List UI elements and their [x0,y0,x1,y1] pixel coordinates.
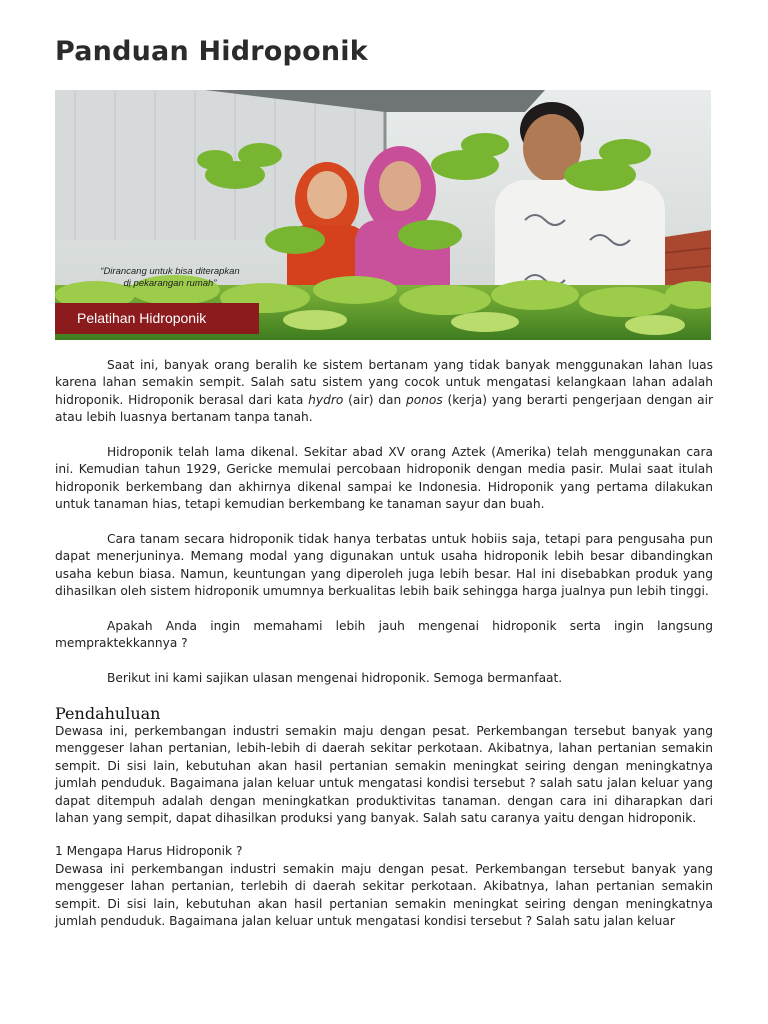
intro-paragraph-3: Cara tanam secara hidroponik tidak hanya terbatas untuk hobiis saja, tetapi para pengusaha pun dapat menerjuninya. Memang modal yang digunakan untuk usaha hidroponik lebih besar dibandingkan usaha kebun biasa. Namun, keuntungan yang diperoleh juga lebih besar. Hal ini disebabkan produk yang dihasilkan oleh sistem hidroponik umumnya berkualitas lebih baik sehingga harga jualnya pun lebih tinggi. [55,532,713,599]
section-paragraph-1: Dewasa ini, perkembangan industri semakin maju dengan pesat. Perkembangan tersebut banyak yang menggeser lahan pertanian, lebih-lebih di daerah sekitar perkotaan. Akibatnya, lahan pertanian semakin sempit. Di sisi lain, kebutuhan akan hasil pertanian semakin meningkat seiring dengan meningkatnya jumlah penduduk. Bagaimana jalan keluar untuk mengatasi kondisi tersebut ? salah satu jalan keluar yang dapat ditempuh adalah dengan meningkatkan produktivitas tanaman. dengan cara ini diharapkan dari lahan yang sempit, dapat dihasilkan produksi yang banyak. Salah satu caranya yaitu dengan hidroponik. [55,724,713,826]
page-title: Panduan Hidroponik [55,36,368,67]
hydroponics-photo [55,90,711,340]
term-ponos: ponos [406,392,443,407]
photo-quote [65,266,275,290]
section-paragraph-2: Dewasa ini perkembangan industri semakin maju dengan pesat. Perkembangan tersebut banyak yang menggeser lahan pertanian, terlebih di daerah sekitar perkotaan. Akibatnya, lahan pertanian semakin sempit. Di sisi lain, kebutuhan akan hasil pertanian semakin meningkat seiring dengan meningkatnya jumlah penduduk. Bagaimana jalan keluar untuk mengatasi kondisi tersebut ? Salah satu jalan keluar [55,861,713,929]
photo-banner: Pelatihan Hidroponik [55,303,259,334]
subsection-title: 1 Mengapa Harus Hidroponik ? [55,844,243,859]
term-hydro: hydro [308,392,344,407]
document-body [55,357,713,931]
section-heading: Pendahuluan [55,704,161,724]
intro-paragraph-4: Apakah Anda ingin memahami lebih jauh mengenai hidroponik serta ingin langsung mempraktekkannya ? [55,619,713,651]
intro-paragraph-2: Hidroponik telah lama dikenal. Sekitar abad XV orang Aztek (Amerika) telah menggunakan cara ini. Kemudian tahun 1929, Gericke memulai percobaan hidroponik dengan media pasir. Mulai saat itulah hidroponik berkembang dan akhirnya dikenal sampai ke Indonesia. Hidroponik yang pertama dilakukan untuk tanaman hias, tetapi kemudian berkembang ke tanaman sayur dan buah. [55,445,713,512]
intro-paragraph-5: Berikut ini kami sajikan ulasan mengenai hidroponik. Semoga bermanfaat. [107,671,563,686]
quote-line-1: “Dirancang untuk bisa diterapkan [100,266,240,277]
intro-paragraph-1: Saat ini, banyak orang beralih ke sistem bertanam yang tidak banyak menggunakan lahan luas karena lahan semakin sempit. Salah satu sistem yang cocok untuk mengatasi kelangkaan lahan adalah hidroponik. Hidroponik berasal dari kata hydro (air) dan ponos (kerja) yang berarti pengerjaan dengan air atau lebih luasnya bertanam tanpa tanah. [55,358,714,425]
quote-line-2: di pekarangan rumah” [123,278,217,289]
